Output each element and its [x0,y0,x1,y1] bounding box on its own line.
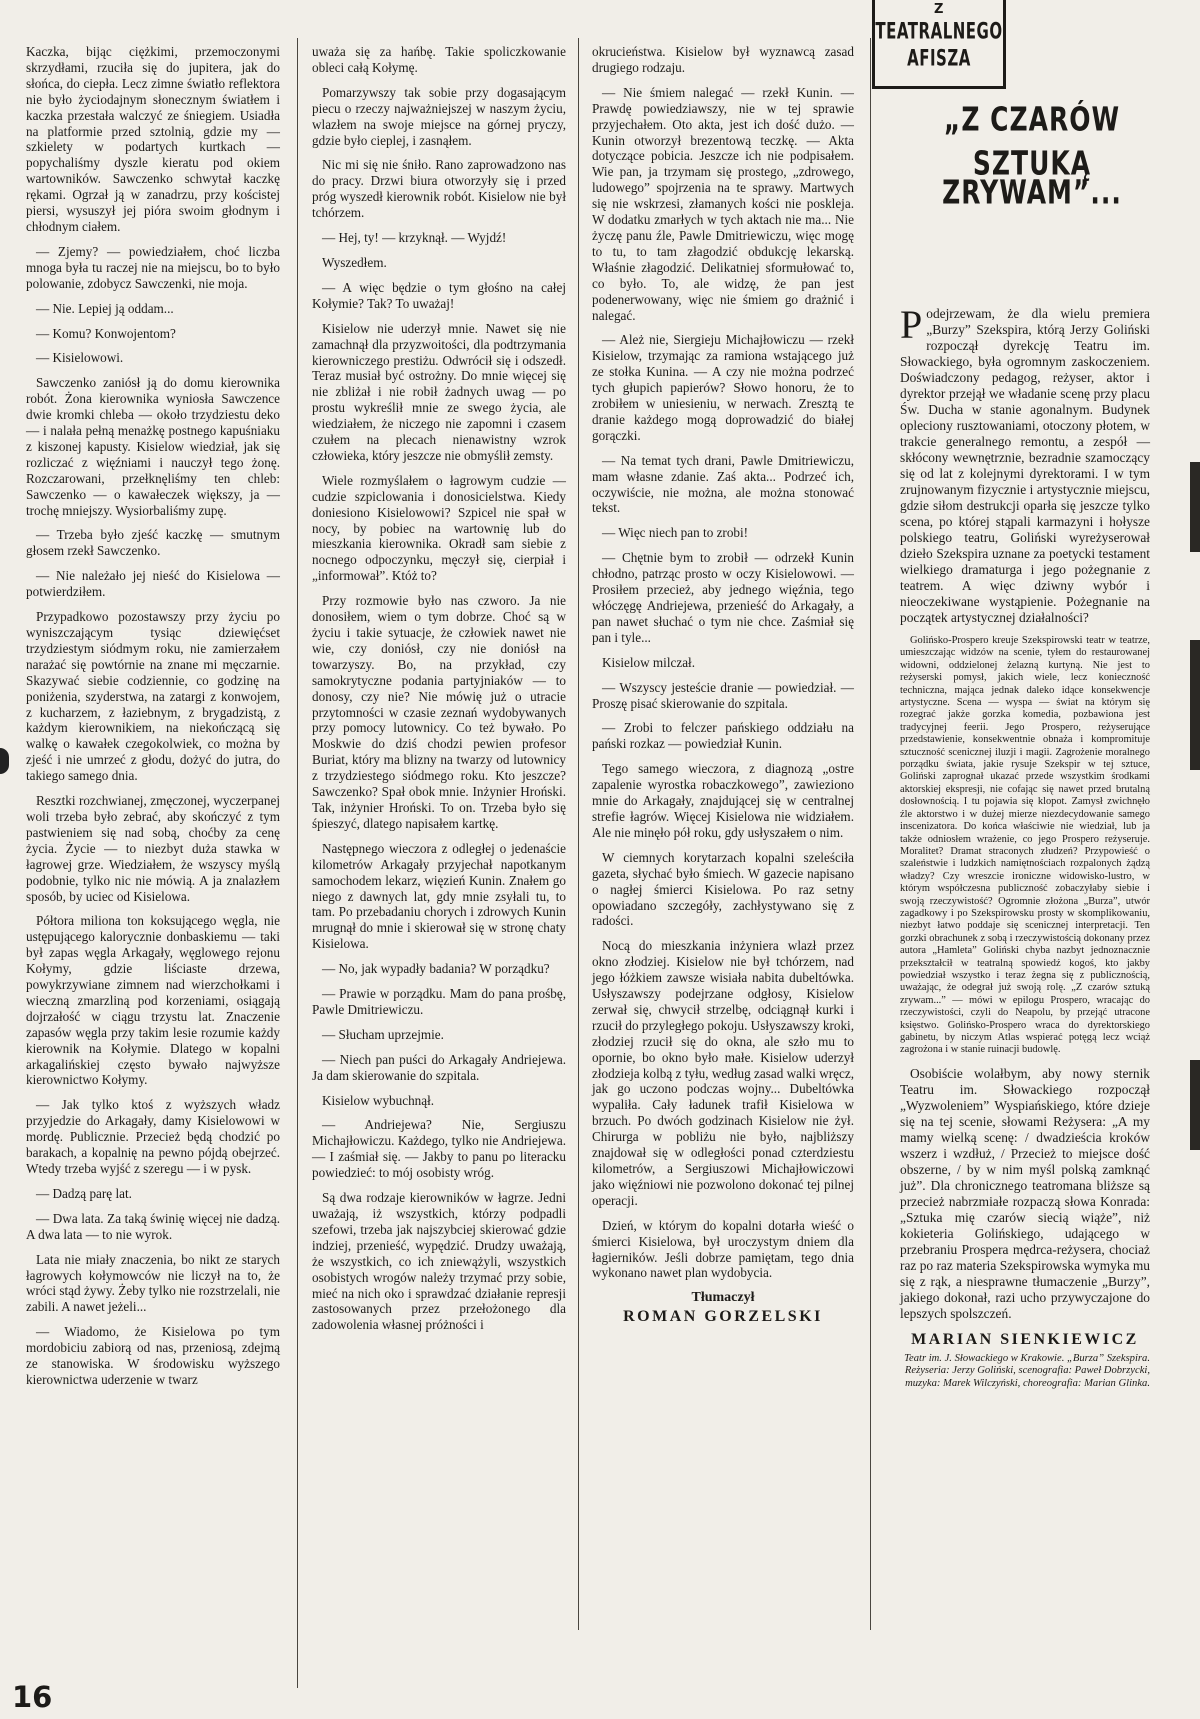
paragraph: Są dwa rodzaje kierowników w łagrze. Jedni uważają, iż wszystkich, którzy podpadli szefowi, trzeba jak najszybciej skierować gdzie indziej, przenieść, wypędzić. Drudzy uważają, że wszystkich, co ich zniewążyli, wszystkich osobistych wrogów należy trzymać przy sobie, mieć na nich oko i sprawdzać działanie represji zastosowanych przez przełożonego dla zadowolenia własnej próżności i [312,1190,566,1333]
paragraph: — Niech pan puści do Arkagały Andriejewa. Ja dam skierowanie do szpitala. [312,1051,566,1083]
story-column-3 [592,44,854,1330]
paragraph: — Andriejewa? Nie, Sergiuszu Michajłowiczu. Każdego, tylko nie Andriejewa. — I zaśmiał się. — Jakby to panu po literacku powiedzieć: to mój osobisty wróg. [312,1117,566,1181]
paragraph: — Na temat tych drani, Pawle Dmitriewiczu, mam własne zdanie. Zaś akta... Podrzeć ich, oczywiście, nie można, ale można stonować tekst. [592,452,854,516]
production-credits: Teatr im. J. Słowackiego w Krakowie. „Burza” Szekspira. Reżyseria: Jerzy Goliński, scenografia: Paweł Dobrzycki, muzyka: Marek Wilczyński, choreografia: Marian Glinka. [904,1352,1150,1389]
paragraph: — Ależ nie, Siergieju Michajłowiczu — rzekł Kisielow, trzymając za ramiona wstającego już ze stołka Kunina. — A czy nie można podrzeć tych głupich papierów? Słowo honoru, że to zrobiłem w uniesieniu, w nerwach. Zresztą te dranie każdego mogą doprowadzić do białej gorączki. [592,332,854,443]
story-column-2 [312,44,566,1342]
paragraph: — Chętnie bym to zrobił — odrzekł Kunin chłodno, patrząc prosto w oczy Kisielowowi. — Prosiłem przecież, aby jednego więźnia, tego włóczęgę Andriejewa, przenieść do Arkagały, a pan nawet słuchać o tym nie chce. Zaśmiał się pan i tyle... [592,550,854,645]
paragraph: — Prawie w porządku. Mam do pana prośbę, Pawle Dmitriewiczu. [312,986,566,1017]
masthead-line: Z [934,2,944,17]
paragraph: Wiele rozmyślałem o łagrowym cudzie — cudzie szpiclowania i donosicielstwa. Kiedy doniesiono Kisielowowi? Szpicel nie spał w nocy, by pobiec na wartownię lub do mieszkania kierownika. Okradł sam siebie z nocnego odpoczynku, męczył się, cierpiał i „informował”. Któż to? [312,472,566,584]
paragraph: Kisielow nie uderzył mnie. Nawet się nie zamachnął dla przyzwoitości, dla podtrzymania kierowniczego prestiżu. Odwrócił się i odszedł. Teraz musiał być ostrożny. Do mnie więcej się nie zbliżał i nie robił żadnych uwag — po prostu wykreślił mnie ze swego życia, ale wiedziałem, że niczego nie zapomni i czasem czułem na plecach nienawistny wzrok człowieka, który jeszcze nie obmyślił zemsty. [312,320,566,463]
paragraph: Osobiście wolałbym, aby nowy sternik Teatru im. Słowackiego rozpoczął „Wyzwoleniem” Wyspiańskiego, które dzieje się na tej scenie, słowami Reżysera: „A my mamy wielką scenę: / dwadzieścia kroków wszerz i wzdłuż, / Przecież to miejsce dość obszerne, / by w nim myśl polską zamknąć już”. Dla chronicznego teatromana bliższe są przecież nabrzmiałe rozpaczą słowa Konrada: „Sztuka mię czarów siecią wiąże”, niż kokieteria Golińskiego, udającego w przebraniu Prospera mędrca-reżysera, chociaż raz po raz materia Szekspirowska wymyka mu się z rąk, a niesprawne tłumaczenie „Burzy”, jakiego dokonał, razi ucho przywyczajone do lepszych spolszczeń. [900,1065,1150,1321]
paragraph: — Kisielowowi. [36,350,124,366]
paragraph: Przypadkowo pozostawszy przy życiu po wyniszczającym tysiąc dziewięćset trzydziestym siódmym roku, nie zamierzałem narażać się powtórnie na znane mi męczarnie. Skazywać siebie codziennie, co godzinę na poniżenia, szyderstwa, na zatargi z konwojem, z kucharzem, z łaziebnym, z brygadzistą, z każdym kierownikiem, na niekończącą się walkę o kawałek czegokolwiek, co można by zjeść i nie umrzeć z głodu, dożyć do jutra, do takiego samego dnia. [26,609,280,784]
translator-label: Tłumaczył [691,1290,755,1306]
paragraph: — Trzeba było zjeść kaczkę — smutnym głosem rzekł Sawczenko. [26,527,280,559]
paragraph: — Hej, ty! — krzyknął. — Wyjdź! [322,230,507,246]
paragraph: Kisielow wybuchnął. [322,1092,435,1108]
page-edge-mark [1190,462,1200,552]
paragraph: W ciemnych korytarzach kopalni szeleściła gazeta, słychać było śmiech. W gazecie napisano o nagłej śmierci Kisielowa. Po raz setny opowiadano szczegóły, zachłystywano się z radości. [592,849,854,929]
paragraph: Lata nie miały znaczenia, bo nikt ze starych łagrowych kołymowców nie liczył na to, że wróci stąd żywy. Żeby tylko nie rozstrzelali, nie zabili. A nawet jeżeli... [26,1251,280,1315]
masthead-line: AFISZA [907,44,971,72]
translator-name: ROMAN GORZELSKI [623,1308,823,1326]
paragraph: — A więc będzie o tym głośno na całej Kołymie? Tak? To uważaj! [312,279,566,311]
page-number: 16 [12,1680,53,1714]
masthead-line: TEATRALNEGO [875,17,1003,45]
paragraph: — Nie. Lepiej ją oddam... [36,300,174,316]
headline-line: ZRYWAM”... [942,173,1122,212]
paragraph: — Wszyscy jesteście dranie — powiedział. — Proszę pisać skierowanie do szpitala. [592,679,854,711]
paragraph: Tego samego wieczora, z diagnozą „ostre zapalenie wyrostka robaczkowego”, zawieziono mnie do Arkagały, znajdującej się w centralnej strefie łagrów. Więcej Kisielowa nie widziałem. Ale nie minęło pół roku, gdy usłyszałem o nim. [592,761,854,840]
column-divider [870,38,871,1630]
paragraph: Następnego wieczora z odległej o jedenaście kilometrów Arkagały przyjechał napotkanym samochodem lekarz, więzień Kunin. Znałem go niego z dawnych lat, gdy mnie zsyłali tu, to tam. Po przebadaniu chorych i zdrowych Kunin mrugnął do mnie i skierował się w stronę chaty Kisielowa. [312,840,566,952]
paragraph: Kisielow milczał. [602,654,696,670]
paragraph: Przy rozmowie było nas czworo. Ja nie donosiłem, wiem o tym dobrze. Choć są w życiu i takie sytuacje, że człowiek nawet nie wie, czy doniósł, czy nie doniósł na towarzyszy. Bo, na przykład, czy samokrytyczne podania partyjniaków — to donosy, czy nie? Nie mówię już o utracie przytomności w czasie zeznań wydobywanych przy pomocy lutownicy. Co też bywało. Po Moskwie do dziś chodzi pewien profesor Buriat, który ma blizny na twarzy od lutownicy z trzydziestego siódmego roku. Kto jeszcze? Sawczenko? Spał obok mnie. Inżynier Hroński. Tak, inżynier Hroński. To on. Trzeba było się śpieszyć, dlatego napisałem kartkę. [312,593,566,831]
paragraph: okrucieństwa. Kisielow był wyznawcą zasad drugiego rodzaju. [592,44,854,75]
paragraph: Półtora miliona ton koksującego węgla, nie ustępującego kalorycznie donbaskiemu — taki był zapas węgla Arkagały, węglowego rejonu Kołymy, gdzie liściaste drzewa, powykrzywiane zimnem nad wierzchołkami i wieczną zmarzliną pod korzeniami, osiągają dojrzałość w ciągu trzystu lat. Znaczenie zapasów węgla przy takim lesie rozumie każdy kierownik na Kołymie. Dlatego w kopalni arkagalińskiej często bywało najwyższe kierownictwo Kołymy. [26,913,280,1088]
review-headline [882,100,1182,212]
paragraph: — Jak tylko ktoś z wyższych władz przyjedzie do Arkagały, damy Kisielowowi w mordę. Publicznie. Przecież będą chodzić po barakach, a kopalnię na pewno pójdą obejrzeć. Wtedy trzeba wyjść z szeregu — i w pysk. [26,1097,280,1176]
paragraph: Golińsko-Prospero kreuje Szekspirowski teatr w teatrze, umieszczając widzów na scenie, tyłem do restaurowanej widowni, oddzielonej żelazną kurtyną. Nie jest to reżyserski pomysł, jakich wiele, lecz konieczność techniczna, mająca jednak daleko idące konsekwencje artystyczne. Scena — wyspa — świat na którym się rozegrać jakże gorzka komedia, pozbawiona jest tradycyjnej feerii. Jego Prospero, reżyserujące przedstawienie, konsekwentnie obnaża i kompromituje sztuczność scenicznej iluzji i magii. Zagrożenie moralnego porządku świata, jakie rysuje Szekspir w tej sztuce, Goliński zaprognał ukazać przede wszystkim środkami aktorskiej ekspresji, nie cofając się nawet przed brutalną dosłownością. I tu pojawia się klopot. Zamysł zwichnęło źle aktorstwo i w dużej mierze niezdecydowanie samego inscenizatora. Do końca właściwie nie wiedział, lub ja także odniosłem wrażenie, co jego Prospero reżyseruje. Moralitet? Dramat straconych złudzeń? Przypowieść o szaleństwie i ludzkich namiętnościach rozpalonych żądzą władzy? Czy wreszcie ironiczne widowisko-lustro, w którym współczesna publiczność zobaczyłaby siebie i swoją rzeczywistość? Ogromnie złożona „Burza”, utwór zagadkowy i po Szekspirowsku prosty w skomplikowaniu, niezbyt łatwo poddaje się scenicznej interpretacji. Ten gorzki obrachunek z sobą i rzeczywistością dokonany przez autora „Hamleta” Goliński chyba nazbyt jednoznacznie przekształcił w teatralną spowiedź kogoś, kto jakby powiedział wszystko i teraz żegna się z publicznością, uważając, że odegrał już swoją rolę. „Z czarów sztuką zrywam...” — mówi w epilogu Prospero, wracając do rzeczywistości, czyli do Neapolu, by przejąć utracone księstwo. Golińsko-Prospero wraca do dyrektorskiego gabinetu, by niczym Atlas wspierać potęgą lecz wciąż zagrożona i w stanie ruinacji budowlę. [900,635,1150,1056]
binding-hole [0,748,9,774]
paragraph: — Więc niech pan to zrobi! [602,525,749,541]
drop-cap: P [900,302,923,347]
paragraph: — Słucham uprzejmie. [322,1026,444,1042]
paragraph: Resztki rozchwianej, zmęczonej, wyczerpanej woli trzeba było zebrać, aby skończyć z tym pastwieniem się nad sobą, choćby za cenę życia. Życie — to niezbyt duża stawka w łagrowej grze. Wiedziałem, że wszyscy myślą podobnie, tylko nic nie mówią. A ja znalazłem sposób, by uciec od Kisielowa. [26,793,280,904]
paragraph: — Dwa lata. Za taką świnię więcej nie dadzą. A dwa lata — to nie wyrok. [26,1210,280,1242]
section-masthead [872,0,1006,89]
review-column [900,302,1150,1400]
paragraph: — No, jak wypadły badania? W porządku? [322,961,550,977]
paragraph: Wyszedłem. [322,254,387,270]
paragraph: uważa się za hańbę. Takie spoliczkowanie obleci całą Kołymę. [312,44,566,75]
story-column-1 [26,44,280,1397]
page-edge-mark [1190,640,1200,770]
paragraph: — Dadzą parę lat. [36,1185,132,1201]
paragraph: Sawczenko zaniósł ją do domu kierownika robót. Żona kierownika wyniosła Sawczence dwie kromki chleba — około trzydziestu deko — i nalała pełną menażkę postnego kapuśniaku z kiszonej kapusty. Kisielow wiedział, jak się rozliczać z więźniami i nauczył tego żonę. Rozczarowani, przełknęliśmy ten chleb: Sawczenko — o kawałeczek większy, ja — trochę mniejszy. Wysiorbaliśmy zupę. [26,375,280,518]
paragraph: Dzień, w którym do kopalni dotarła wieść o śmierci Kisielowa, był uroczystym dniem dla łagierników. Jeśli dobrze pamiętam, tego dnia wykonano nawet plan wydobycia. [592,1217,854,1281]
headline-line: „Z CZARÓW SZTUKĄ [943,100,1121,183]
paragraph: — Nie śmiem nalegać — rzekł Kunin. — Prawdę powiedziawszy, nie w tej sprawie przyjechałem. Oto akta, jest ich dość dużo. — Kunin otworzył brezentową teczkę. — Akta dotyczące pobicia. Jeszcze ich nie podpisałem. Wie pan, ja trzymam się prostego, „zdrowego, ludowego” spojrzenia na te sprawy. Martwych się nie wskrzesi, złamanych kości nie poskleja. W dodatku zmarłych w tych aktach nie ma... Nie życzę panu źle, Pawle Dmitriewiczu, więc mogę to tu, to tam złagodzić obdukcję lekarską. Właśnie złagodzić. Delikatniej sformułować to, co było. To, ale widzę, że pan jest podenerwowany, więc nie śmiem go drażnić i nalegać. [592,84,854,323]
paragraph: — Wiadomo, że Kisielowa po tym mordobiciu zabiorą od nas, przeniosą, zdejmą ze stanowiska. W środowisku wyższego kierownictwa uderzenie w twarz [26,1324,280,1387]
paragraph: Pomarzywszy tak sobie przy dogasającym piecu o rzeczy najważniejszej w naszym życiu, wlazłem na swoje miejsce na górnej pryczy, gdzie było cieplej, i zasnąłem. [312,84,566,148]
review-author: MARIAN SIENKIEWICZ [911,1330,1139,1348]
paragraph: — Zrobi to felczer pańskiego oddziału na pański rozkaz — powiedział Kunin. [592,720,854,752]
paragraph: Kaczka, bijąc ciężkimi, przemoczonymi skrzydłami, rzuciła się do jupitera, jak do słońca, do ciepła. Lecz zimne światło reflektora nie było życiodajnym słonecznym światłem i kaczka przestała walczyć ze śniegiem. Usiadła na platformie przed sztolnią, gdzie my — szkielety w podartych kurtkach — popychaliśmy dyszle kieratu pod okiem wartowników. Sawczenko schwytał kaczkę rękami. Ogrzał ją w zanadrzu, przy kościstej piersi, wysuszył jej pióra swoim głodnym i chłodnym ciałem. [26,44,280,234]
paragraph: — Nie należało jej nieść do Kisielowa — potwierdziłem. [26,568,280,600]
column-divider [578,38,579,1630]
paragraph: Nocą do mieszkania inżyniera wlazł przez okno złodziej. Kisielow nie był tchórzem, nad jego łóżkiem zawsze wisiała nabita dubeltówka. Usłyszawszy podejrzane odgłosy, Kisielow zerwał się, chwycił strzelbę, odciągnął kurki i rzucił do przyległego pokoju. Usłyszawszy kroki, złodziej rzucił się do okna, ale szło mu to opornie, bo okno było małe. Kisielow uderzył złodzieja kolbą z tyłu, według zasad walki wręcz, jak go uczono podczas wojny... Dubeltówka wypaliła. Cały ładunek trafił Kisielowa w brzuch. Po dwóch godzinach Kisielow nie żył. Chirurga w pobliżu nie było, najbliższy znajdował się w odległości ponad czterdziestu kilometrów, a Sergiuszowi Michajłowiczowi jako więźniowi nie pozwolono dokonać tej pilnej operacji. [592,938,854,1208]
paragraph-text: odejrzewam, że dla wielu premiera „Burzy” Szekspira, którą Jerzy Goliński rozpoczął dyrekcję Teatru im. Słowackiego, była ogromnym zaskoczeniem. Doświadczony pedagog, reżyser, aktor i dyrektor przejął we władanie scenę przy placu Św. Ducha w stanie agonalnym. Budynek opleciony rusztowaniami, otoczony płotem, w trakcie generalnego remontu, a zespół — skłócony wewnętrznie, bezradnie szamoczący się od lat z kolejnymi dyrektorami. I w tym zrujnowanym fizycznie i artystycznie miejscu, gdzie siłom destrukcji oparła się jeszcze tylko scena, po której stąpali karmazyni i hołysze polskiego teatru, Goliński wyreżyserował dzieło Szekspira uznane za poetycki testament wielkiego dramaturga i jego pożegnanie z teatrem. A więc dziwny wybór i nieoczekiwane wystąpienie. Pożegnanie na początek artystycznej działalności? [900,306,1150,625]
page-edge-mark [1190,1060,1200,1150]
column-divider [297,38,298,1688]
paragraph: — Zjemy? — powiedziałem, choć liczba mnoga była tu raczej nie na miejscu, bo to było polowanie, zdobycz Sawczenki, nie moja. [26,243,280,291]
paragraph: — Komu? Konwojentom? [36,325,176,341]
paragraph [900,302,1150,626]
paragraph: Nic mi się nie śniło. Rano zaprowadzono nas do pracy. Drzwi biura otworzyły się i przed próg wyszedł kierownik robót. Kisielow nie był tchórzem. [312,157,566,221]
